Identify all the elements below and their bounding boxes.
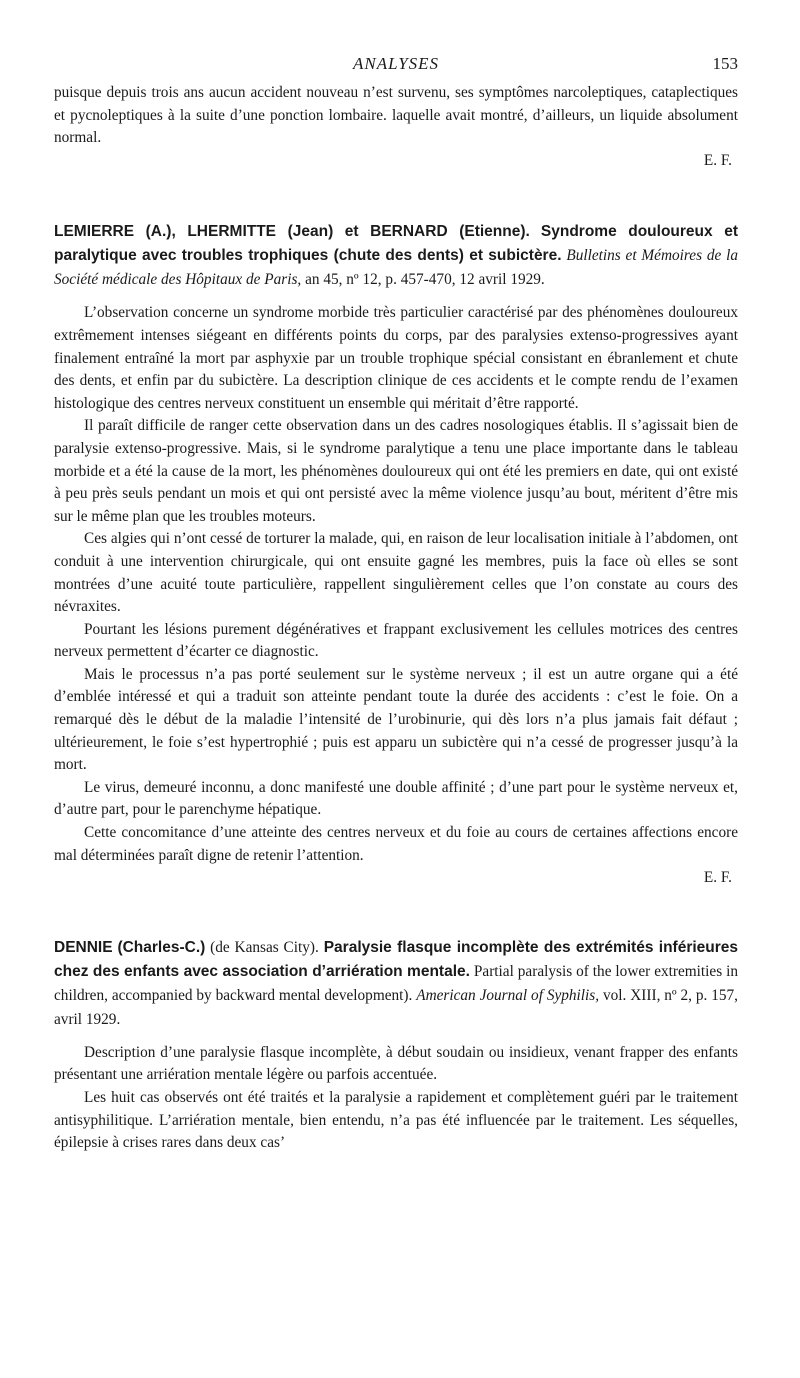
signature: E. F. — [703, 151, 732, 169]
paragraph: Pourtant les lésions purement dégénératives et frappant exclusivement les cellules motrices des centres nerveux permettent d’écarter ce diagnostic. — [54, 620, 738, 661]
abstract-continuation — [54, 82, 738, 172]
paragraph: Mais le processus n’a pas porté seulement sur le système nerveux ; il est un autre organe qui a été d’emblée intéressé et qui a traduit son atteinte pendant toute la durée des accidents : c’est le foie. On a remarqué dès le début de la maladie l’intensité de l’urobinurie, qui dès lors n’a plus jamais fait défaut ; ultérieurement, le foie s’est hypertrophié ; puis est apparu un subictère qui n’a cessé de progresser jusqu’à la mort. — [54, 665, 738, 774]
authors: LEMIERRE (A.), LHERMITTE (Jean) et BERNARD (Etienne). — [54, 223, 530, 241]
signature: E. F. — [703, 869, 732, 887]
article-heading — [54, 220, 738, 292]
paragraph: Description d’une paralysie flasque incomplète, à début soudain ou insidieux, venant frapper des enfants présentant une arriération mentale légère ou parfois accentuée. — [54, 1043, 738, 1084]
authors: DENNIE — [54, 938, 113, 956]
page-number: 153 — [712, 54, 738, 73]
citation: an 45, nº 12, p. 457-470, 12 avril 1929. — [305, 271, 545, 289]
paragraph: Le virus, demeuré inconnu, a donc manifesté une double affinité ; d’une part pour le système nerveux et, d’autre part, pour le parenchyme hépatique. — [54, 778, 738, 819]
abstract-lemierre — [54, 220, 738, 889]
article-title: Paralysie flasque incomplète des extrémités inférieures chez des enfants avec association d’arriération mentale. — [54, 938, 739, 980]
article-heading — [54, 936, 738, 1032]
journal-name: Bulletins et Mémoires de la Société médicale des Hôpitaux de Paris, — [54, 247, 738, 289]
english-title: Partial paralysis of the lower extremities in children, accompanied by backward mental development). — [54, 962, 739, 1004]
affiliation: (de Kansas City). — [210, 938, 319, 956]
paragraph: puisque depuis trois ans aucun accident nouveau n’est survenu, ses symptômes narcoleptiques, cataplectiques et pycnoleptiques à la suite d’une ponction lombaire. laquelle avait montré, d’ailleurs, un liquide absolument normal. — [54, 84, 738, 147]
paragraph: Ces algies qui n’ont cessé de torturer la malade, qui, en raison de leur localisation initiale à l’abdomen, ont conduit à une intervention chirurgicale, qui ont ensuite gagné les membres, puis la face où elles se sont montrées d’une acuité toute particulière, rappellent singulièrement celles que l’on constate au cours des névraxites. — [54, 530, 738, 616]
abstract-dennie — [54, 936, 738, 1155]
paragraph: L’observation concerne un syndrome morbide très particulier caractérisé par des phénomènes douloureux extrêmement intenses siégeant en différents points du corps, par des paralysies extenso-progressives ayant finalement entraîné la mort par asphyxie par un trouble trophique spécial consistant en ébranlement et chute des dents, et enfin par du subictère. La description clinique de ces accidents et le compte rendu de l’examen histologique des centres nerveux constituent un ensemble qui méritait d’être rapporté. — [54, 304, 738, 412]
paragraph: Les huit cas observés ont été traités et la paralysie a rapidement et complètement guéri par le traitement antisyphilitique. L’arriération mentale, bien entendu, n’a pas été influencée par le traitement. Les séquelles, épilepsie à crises rares dans deux cas’ — [54, 1089, 738, 1152]
author-first-name: (Charles-C.) — [117, 938, 206, 956]
paragraph: Cette concomitance d’une atteinte des centres nerveux et du foie au cours de certaines affections encore mal déterminées paraît digne de retenir l’attention. — [54, 824, 738, 864]
journal-name: American Journal of Syphilis, — [416, 986, 600, 1004]
running-title: ANALYSES — [352, 54, 440, 73]
citation: vol. XIII, nº 2, p. 157, avril 1929. — [54, 986, 739, 1028]
running-header — [54, 52, 738, 82]
article-title: Syndrome douloureux et paralytique avec troubles trophiques (chute des dents) et subictère. — [54, 223, 738, 265]
paragraph: Il paraît difficile de ranger cette observation dans un des cadres nosologiques établis. Il s’agissait bien de paralysie extenso-progressive. Mais, si le syndrome paralytique a tenu une place importante dans le tableau morbide et a été la cause de la mort, les phénomènes douloureux qui ont été les premiers en date, qui ont existé à peu près seuls pendant un mois et qui ont persisté avec la même violence jusqu’au bout, méritent d’être mis sur le même plan que les troubles moteurs. — [54, 417, 738, 525]
